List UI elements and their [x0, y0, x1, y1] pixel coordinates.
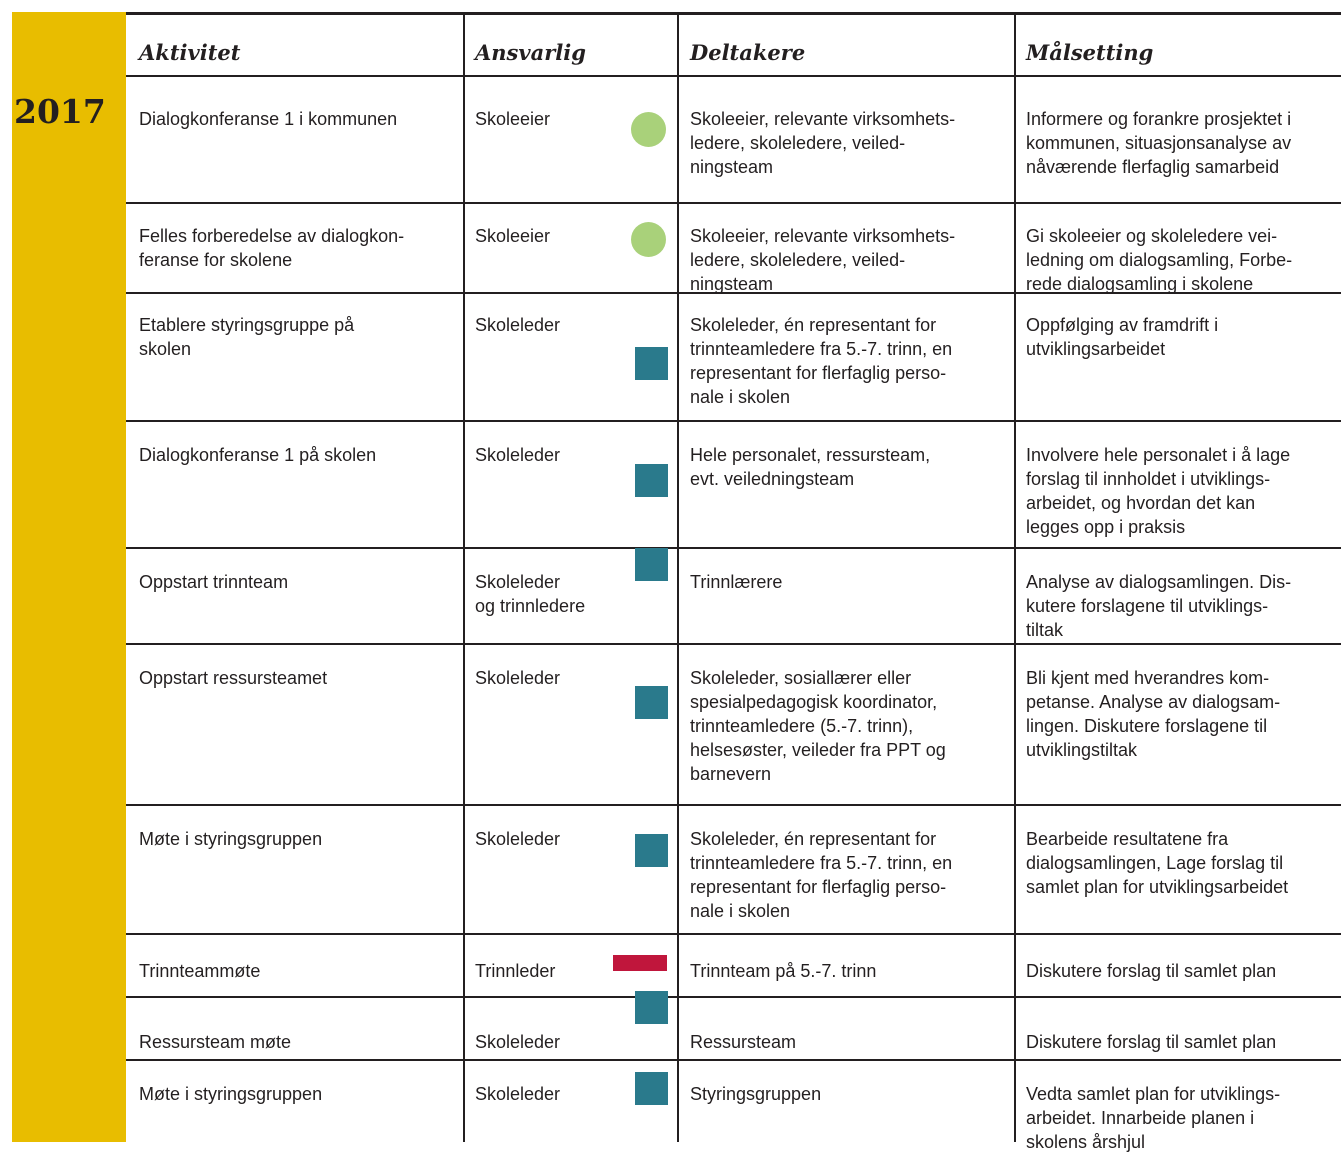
square-marker-icon [635, 1072, 668, 1105]
row-divider [126, 643, 1341, 645]
year-band [12, 12, 126, 1142]
cell-malsetting: Informere og forankre prosjektet i kommunen, situasjonsanalyse av nåværende flerfaglig samarbeid [1026, 109, 1292, 177]
cell-deltakere: Trinnteam på 5.-7. trinn [690, 961, 877, 981]
bar-marker-icon [613, 955, 667, 971]
cell-ansvarlig: Skoleleder [475, 1032, 561, 1052]
cell-malsetting: Diskutere forslag til samlet plan [1026, 961, 1277, 981]
cell-aktivitet: Oppstart trinnteam [139, 572, 289, 592]
square-marker-icon [635, 464, 668, 497]
cell-aktivitet: Dialogkonferanse 1 på skolen [139, 445, 377, 465]
cell-aktivitet: Ressursteam møte [139, 1032, 292, 1052]
row-divider [126, 933, 1341, 935]
cell-deltakere: Skoleleder, sosiallærer eller spesialpedagogisk koordinator, trinnteamledere (5.-7. trinn), helsesøster, veileder fra PPT og barnevern [690, 668, 946, 784]
year-label: 2017 [14, 92, 106, 131]
row-divider [126, 202, 1341, 204]
cell-malsetting: Bli kjent med hverandres kom- petanse. Analyse av dialogsam- lingen. Diskutere forslagene til utviklingstiltak [1026, 668, 1281, 760]
cell-ansvarlig: Skoleleder og trinnledere [475, 572, 586, 616]
cell-aktivitet: Trinnteammøte [139, 961, 261, 981]
cell-ansvarlig: Skoleleder [475, 1084, 561, 1104]
cell-aktivitet: Møte i styringsgruppen [139, 829, 323, 849]
cell-malsetting: Gi skoleeier og skoleledere vei- ledning om dialogsamling, Forbe- rede dialogsamling i skolene [1026, 226, 1293, 294]
cell-ansvarlig: Skoleeier [475, 226, 551, 246]
cell-malsetting: Bearbeide resultatene fra dialogsamlingen, Lage forslag til samlet plan for utviklingsarbeidet [1026, 829, 1289, 897]
square-marker-icon [635, 686, 668, 719]
cell-deltakere: Hele personalet, ressursteam, evt. veiledningsteam [690, 445, 931, 489]
square-marker-icon [635, 834, 668, 867]
cell-malsetting: Oppfølging av framdrift i utviklingsarbeidet [1026, 315, 1219, 359]
cell-aktivitet: Etablere styringsgruppe på skolen [139, 315, 355, 359]
cell-ansvarlig: Skoleleder [475, 668, 561, 688]
cell-deltakere: Skoleeier, relevante virksomhets- ledere, skoleledere, veiled- ningsteam [690, 226, 956, 294]
row-divider [126, 547, 1341, 549]
cell-malsetting: Diskutere forslag til samlet plan [1026, 1032, 1277, 1052]
cell-ansvarlig: Skoleleder [475, 315, 561, 335]
cell-deltakere: Skoleleder, én representant for trinnteamledere fra 5.-7. trinn, en representant for flerfaglig perso- nale i skolen [690, 829, 953, 921]
square-marker-icon [635, 347, 668, 380]
cell-ansvarlig: Skoleleder [475, 829, 561, 849]
cell-ansvarlig: Skoleeier [475, 109, 551, 129]
square-marker-icon [635, 548, 668, 581]
column-divider [677, 12, 679, 1142]
column-divider [463, 12, 465, 1142]
row-divider [126, 804, 1341, 806]
row-divider [126, 1059, 1341, 1061]
circle-marker-icon [631, 112, 666, 147]
row-divider [126, 75, 1341, 77]
cell-aktivitet: Møte i styringsgruppen [139, 1084, 323, 1104]
cell-deltakere: Skoleleder, én representant for trinnteamledere fra 5.-7. trinn, en representant for flerfaglig perso- nale i skolen [690, 315, 953, 407]
cell-aktivitet: Dialogkonferanse 1 i kommunen [139, 109, 398, 129]
cell-malsetting: Involvere hele personalet i å lage forslag til innholdet i utviklings- arbeidet, og hvordan det kan legges opp i praksis [1026, 445, 1291, 537]
cell-malsetting: Vedta samlet plan for utviklings- arbeidet. Innarbeide planen i skolens årshjul [1026, 1084, 1281, 1152]
row-divider [126, 420, 1341, 422]
cell-ansvarlig: Skoleleder [475, 445, 561, 465]
column-divider [1014, 12, 1016, 1142]
cell-deltakere: Skoleeier, relevante virksomhets- ledere, skoleledere, veiled- ningsteam [690, 109, 956, 177]
cell-aktivitet: Oppstart ressursteamet [139, 668, 328, 688]
header-deltakere: Deltakere [690, 40, 806, 65]
square-marker-icon [635, 991, 668, 1024]
circle-marker-icon [631, 222, 666, 257]
cell-deltakere: Trinnlærere [690, 572, 783, 592]
header-aktivitet: Aktivitet [139, 40, 241, 65]
cell-aktivitet: Felles forberedelse av dialogkon- feranse for skolene [139, 226, 405, 270]
header-ansvarlig: Ansvarlig [475, 40, 586, 65]
cell-malsetting: Analyse av dialogsamlingen. Dis- kutere forslagene til utviklings- tiltak [1026, 572, 1292, 640]
cell-deltakere: Styringsgruppen [690, 1084, 822, 1104]
header-malsetting: Målsetting [1026, 40, 1154, 65]
row-divider [126, 996, 1341, 998]
cell-deltakere: Ressursteam [690, 1032, 797, 1052]
cell-ansvarlig: Trinnleder [475, 961, 556, 981]
